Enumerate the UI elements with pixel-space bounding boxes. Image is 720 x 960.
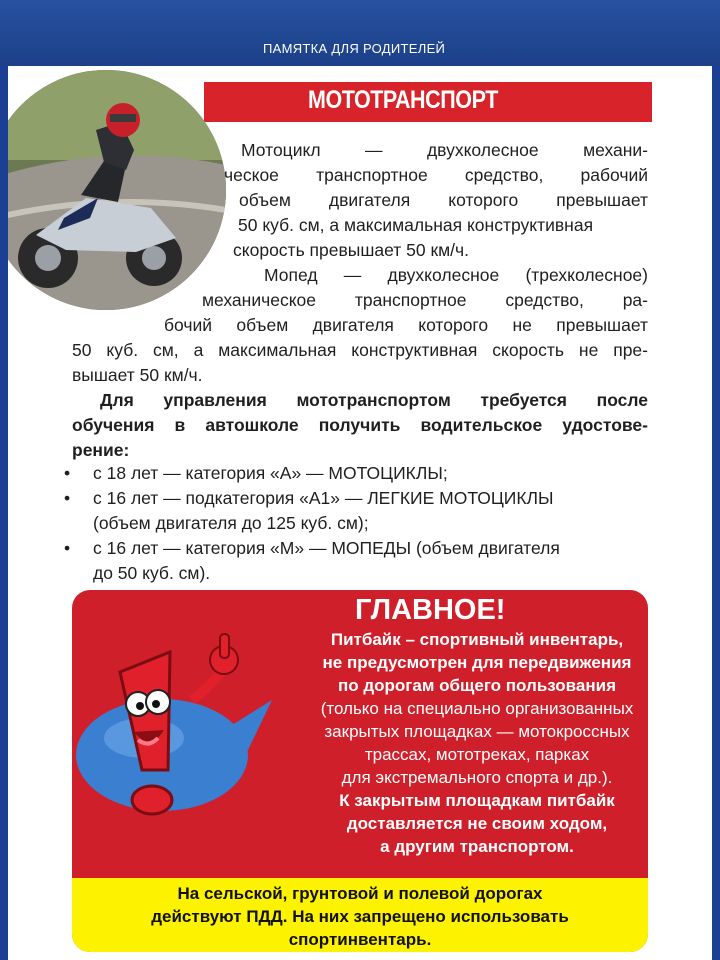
warning-line: спортинвентарь. (288, 930, 432, 949)
license-requirement-1: Для управления мототранспортом требуется после (100, 390, 648, 410)
warning-band (72, 878, 648, 952)
header-bar (0, 0, 720, 66)
motorcycle-definition-3: объем двигателя которого превышает (239, 190, 648, 210)
main-point-callout (72, 590, 648, 952)
list-item-line: до 50 куб. см). (93, 563, 211, 583)
list-item-line: с 16 лет — категория «М» — МОПЕДЫ (объем двигателя (93, 538, 560, 558)
callout-line: К закрытым площадкам питбайк (339, 791, 615, 810)
motorcycle-definition-1: Мотоцикл — двухколесное механи- (241, 140, 648, 160)
moped-definition-5: вышает 50 км/ч. (72, 365, 203, 385)
section-title-band (204, 82, 652, 122)
list-item-line: с 16 лет — подкатегория «А1» — ЛЕГКИЕ МОТОЦИКЛЫ (93, 488, 554, 508)
list-item (64, 486, 668, 536)
callout-line: доставляется не своим ходом, (346, 814, 608, 833)
section-title: МОТОТРАНСПОРТ (308, 86, 498, 114)
license-category-list (64, 461, 668, 586)
moped-definition-4: 50 куб. см, а максимальная конструктивная скорость не пре- (72, 340, 648, 360)
moped-definition-1: Мопед — двухколесное (трехколесное) (264, 265, 648, 285)
bullet-icon: • (64, 488, 71, 508)
callout-line: а другим транспортом. (380, 837, 574, 856)
list-item-line: (объем двигателя до 125 куб. см); (93, 513, 369, 533)
moped-definition-2: механическое транспортное средство, ра- (202, 290, 648, 310)
callout-line: (только на специально организованных (320, 699, 634, 718)
list-item (64, 536, 668, 586)
page (8, 66, 712, 960)
bullet-icon: • (64, 538, 71, 558)
warning-line: действуют ПДД. На них запрещено использовать (151, 907, 569, 926)
motorcycle-definition-4: 50 куб. см, а максимальная конструктивная (238, 215, 594, 235)
bullet-icon: • (64, 463, 71, 483)
header-label: ПАМЯТКА ДЛЯ РОДИТЕЛЕЙ (263, 41, 446, 56)
callout-line: трассах, мототреках, парках (364, 745, 590, 764)
license-requirement-2: обучения в автошколе получить водительское удостове- (72, 415, 648, 435)
motorcyclist-photo (8, 70, 226, 310)
callout-line: по дорогам общего пользования (337, 676, 616, 695)
motorcycle-definition-5: скорость превышает 50 км/ч. (233, 240, 470, 260)
callout-heading: ГЛАВНОЕ! (355, 594, 506, 626)
callout-line: закрытых площадках — мотокроссных (324, 722, 630, 741)
list-item-line: с 18 лет — категория «А» — МОТОЦИКЛЫ; (93, 463, 448, 483)
moped-definition-3: бочий объем двигателя которого не превышает (164, 315, 648, 335)
warning-line: На сельской, грунтовой и полевой дорогах (177, 884, 543, 903)
list-item (64, 461, 668, 486)
motorcycle-definition-2: ческое транспортное средство, рабочий (224, 165, 648, 185)
callout-line: не предусмотрен для передвижения (322, 653, 632, 672)
license-requirement-3: рение: (72, 440, 130, 460)
callout-line: для экстремального спорта и др.). (341, 768, 613, 787)
callout-line: Питбайк – спортивный инвентарь, (330, 630, 624, 649)
